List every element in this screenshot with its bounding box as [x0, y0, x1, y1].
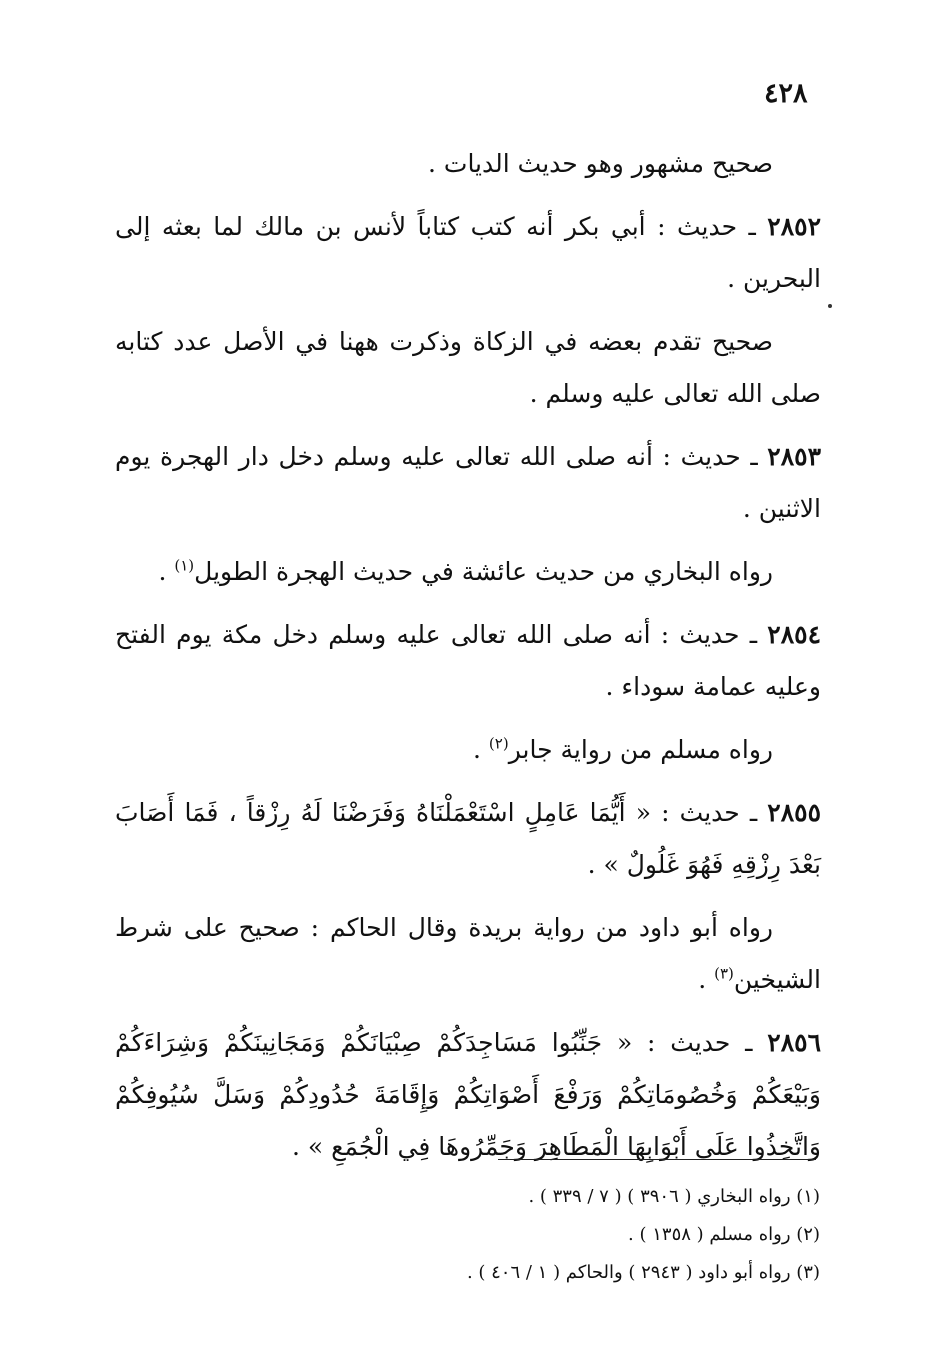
grade-paragraph	[115, 546, 821, 598]
scan-speck	[828, 304, 832, 308]
hadith-number: ٢٨٥٦	[767, 1028, 821, 1057]
hadith-paragraph	[115, 787, 821, 891]
grade-paragraph	[115, 138, 821, 190]
paragraph-text: رواه أبو داود من رواية بريدة وقال الحاكم : صحيح على شرط الشيخين	[115, 913, 821, 994]
hadith-paragraph	[115, 201, 821, 305]
paragraph-text: صحيح تقدم بعضه في الزكاة وذكرت ههنا في الأصل عدد كتابه صلى الله تعالى عليه وسلم .	[115, 327, 821, 408]
footnote-item: (٣) رواه أبو داود ( ٢٩٤٣ ) والحاكم ( ١ / ٤٠٦ ) .	[466, 1262, 820, 1283]
grade-paragraph	[115, 724, 821, 776]
hadith-number: ٢٨٥٣	[767, 442, 821, 471]
footnote-separator	[498, 1159, 816, 1160]
paragraph-tail: .	[698, 965, 715, 994]
footnote-reference[interactable]: (١)	[174, 556, 195, 575]
paragraph-tail: .	[473, 735, 489, 764]
footnote-reference[interactable]: (٣)	[714, 964, 734, 983]
hadith-number: ٢٨٥٥	[767, 798, 821, 827]
hadith-paragraph	[115, 431, 821, 535]
paragraph-text: رواه مسلم من رواية جابر	[508, 735, 773, 764]
footnote-item: (٢) رواه مسلم ( ١٣٥٨ ) .	[628, 1224, 820, 1245]
hadith-paragraph	[115, 609, 821, 713]
hadith-number: ٢٨٥٤	[767, 620, 821, 649]
paragraph-text: ـ حديث : أنه صلى الله تعالى عليه وسلم دخل دار الهجرة يوم الاثنين .	[115, 442, 821, 523]
grade-paragraph	[115, 316, 821, 420]
paragraph-tail: .	[158, 557, 175, 586]
hadith-paragraph	[115, 1017, 821, 1173]
paragraph-text: ـ حديث : « جَنِّبُوا مَسَاجِدَكُمْ صِبْيَانَكُمْ وَمَجَانِينَكُمْ وَشِرَاءَكُمْ وَبَيْعَكُمْ وَخُصُومَاتِكُمْ وَرَفْعَ أَصْوَاتِكُمْ وَإِقَامَةَ حُدُودِكُمْ وَسَلَّ سُيُوفِكُمْ وَاتَّخِذُوا عَلَى أَبْوَابِهَا الْمَطَاهِرَ وَجَمِّرُوهَا فِي الْجُمَعِ » .	[115, 1028, 821, 1161]
main-text	[115, 138, 821, 1184]
paragraph-text: ـ حديث : « أَيُّمَا عَامِلٍ اسْتَعْمَلْنَاهُ وَفَرَضْنَا لَهُ رِزْقاً ، فَمَا أَصَابَ بَعْدَ رِزْقِهِ فَهُوَ غَلُولٌ » .	[115, 798, 821, 879]
paragraph-text: ـ حديث : أنه صلى الله تعالى عليه وسلم دخل مكة يوم الفتح وعليه عمامة سوداء .	[115, 620, 821, 701]
paragraph-text: رواه البخاري من حديث عائشة في حديث الهجرة الطويل	[194, 557, 773, 586]
page-number: ٤٢٨	[764, 78, 808, 109]
footnote-reference[interactable]: (٢)	[488, 734, 509, 753]
footnotes	[300, 1178, 820, 1292]
hadith-number: ٢٨٥٢	[767, 212, 821, 241]
grade-paragraph	[115, 902, 821, 1006]
paragraph-text: صحيح مشهور وهو حديث الديات .	[428, 149, 773, 178]
paragraph-text: ـ حديث : أبي بكر أنه كتب كتاباً لأنس بن مالك لما بعثه إلى البحرين .	[115, 212, 821, 293]
footnote-item: (١) رواه البخاري ( ٣٩٠٦ ) ( ٧ / ٣٣٩ ) .	[528, 1186, 820, 1207]
